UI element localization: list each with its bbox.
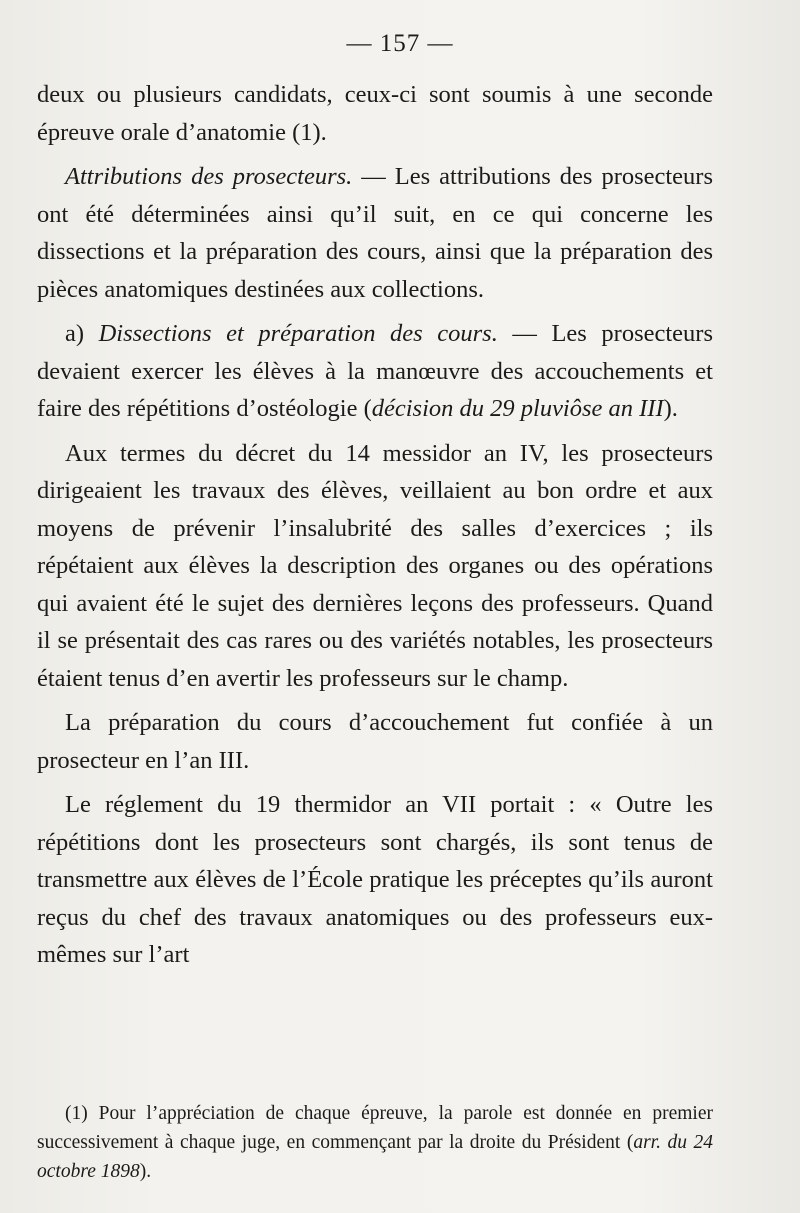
footnote-citation: arr. du 24 octobre 1898 xyxy=(37,1132,713,1182)
paragraph-1: deux ou plusieurs candidats, ceux-ci sont soumis à une seconde épreuve orale d’anatomie (1). xyxy=(37,81,713,146)
footnote-text xyxy=(37,1099,713,1186)
paragraph-2-text: — Les attributions des prosecteurs ont été déterminées ainsi qu’il suit, en ce qui concerne les dissections et la préparation des cours, ainsi que la préparation des pièces anatomiques destinées aux collections. xyxy=(37,163,714,303)
section-heading-attributions: Attributions des prosecteurs. xyxy=(65,163,353,190)
footnote xyxy=(37,1099,713,1186)
section-heading-dissections: Dissections et préparation des cours. xyxy=(98,320,498,347)
paragraph-5: La préparation du cours d’accouchement fut confiée à un prosecteur en l’an III. xyxy=(37,709,713,774)
footnote-end: ). xyxy=(139,1161,152,1182)
paragraph-4: Aux termes du décret du 14 messidor an IV, les prosecteurs dirigeaient les travaux des élèves, veillaient au bon ordre et aux moyens de prévenir l’insalubrité des salles d’exercices ; ils répétaient aux élèves la description des organes ou des opérations qui avaient été le sujet des dernières leçons des professeurs. Quand il se présentait des cas rares ou des variétés notables, les prosecteurs étaient tenus d’en avertir les professeurs sur le champ. xyxy=(37,439,713,692)
list-marker-a: a) xyxy=(65,320,99,347)
paragraph-3 xyxy=(37,315,713,428)
paragraph-3-citation: décision du 29 pluviôse an III xyxy=(371,395,664,422)
main-text xyxy=(37,76,713,974)
paragraph-3-end: ). xyxy=(663,395,678,422)
paragraph-3-text: — Les prosecteurs devaient exercer les élèves à la manœuvre des accouchements et faire des répétitions d’ostéologie ( xyxy=(37,320,713,422)
paragraph-6: Le réglement du 19 thermidor an VII portait : « Outre les répétitions dont les prosecteurs sont chargés, ils sont tenus de transmettre aux élèves de l’École pratique les préceptes qu’ils auront reçus du chef des travaux anatomiques ou des professeurs eux-mêmes sur l’art xyxy=(37,791,713,968)
footnote-body: (1) Pour l’appréciation de chaque épreuve, la parole est donnée en premier successivement à chaque juge, en commençant par la droite du Président ( xyxy=(37,1103,713,1153)
paragraph-2 xyxy=(37,158,713,308)
page-number: — 157 — xyxy=(346,30,454,57)
